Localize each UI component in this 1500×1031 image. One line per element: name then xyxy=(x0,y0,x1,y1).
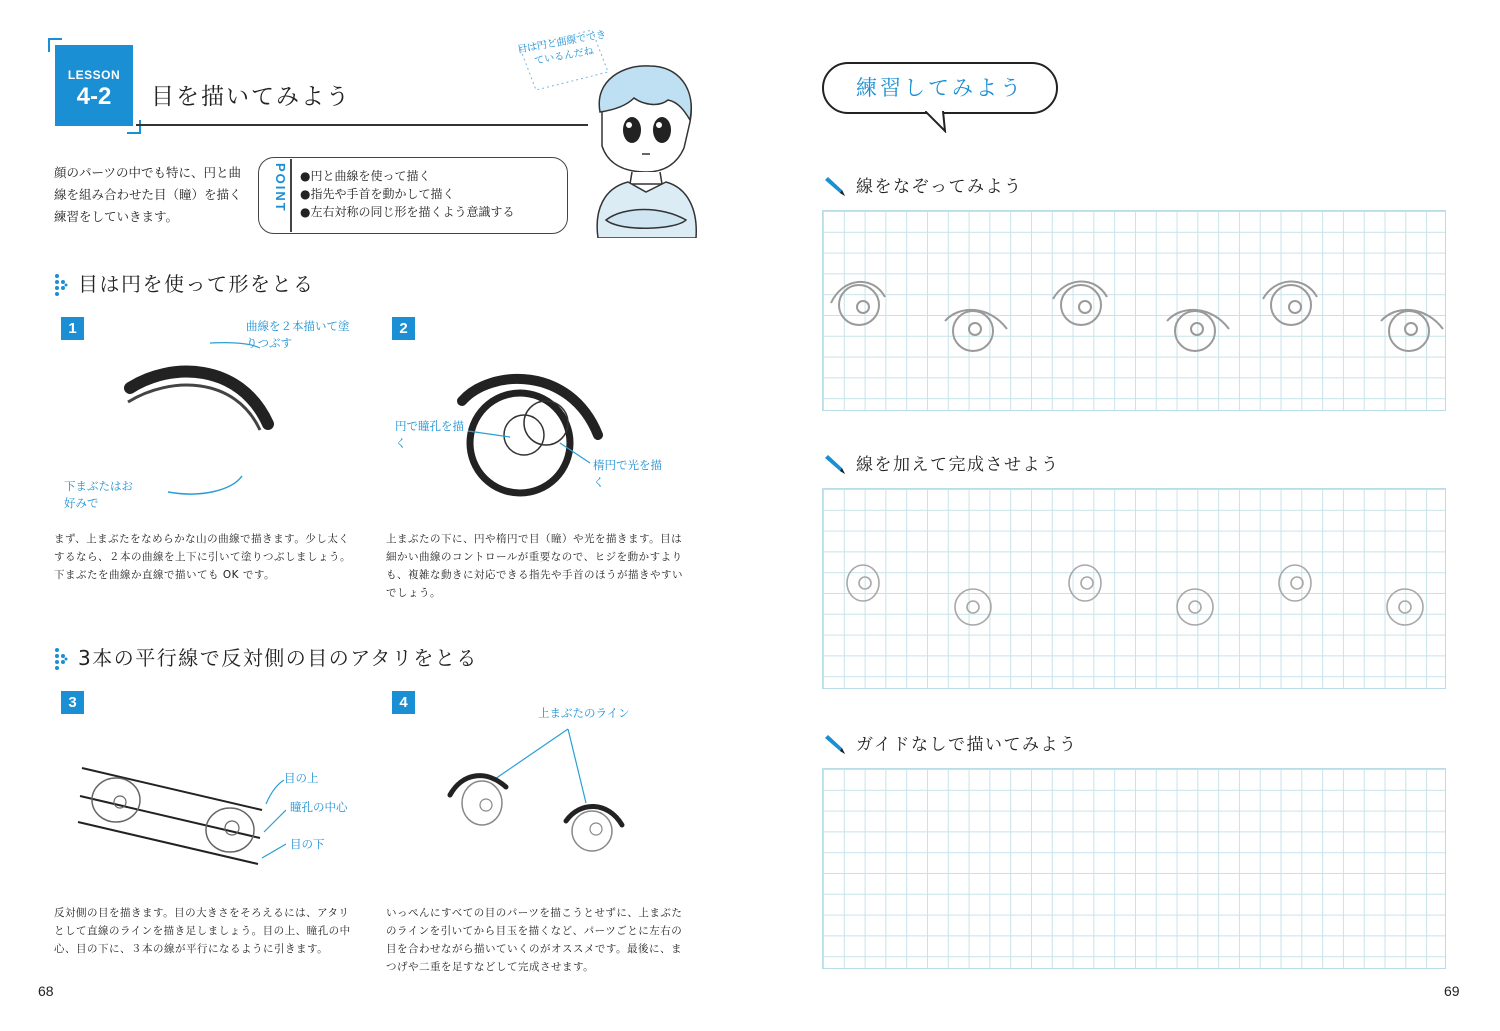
lesson-number: 4-2 xyxy=(76,83,112,110)
exercise-heading xyxy=(822,172,1023,198)
pencil-icon xyxy=(822,734,848,756)
point-item: ●左右対称の同じ形を描くよう意識する xyxy=(300,205,515,219)
section-heading xyxy=(54,642,478,673)
lesson-label: LESSON xyxy=(67,68,121,82)
pencil-icon xyxy=(822,176,848,198)
exercise-heading-text: ガイドなしで描いてみよう xyxy=(856,735,1078,755)
practice-bubble: 練習してみよう xyxy=(822,62,1058,114)
annotation: 目の上 xyxy=(284,771,319,785)
exercise-heading xyxy=(822,450,1060,476)
point-label: POINT xyxy=(273,163,288,213)
dots-icon xyxy=(54,273,68,299)
step-number: 2 xyxy=(392,317,415,340)
step-text: 反対側の目を描きます。目の大きさをそろえるには、アタリとして直線のラインを描き足しましょう。目の上、瞳孔の中心、目の下に、３本の線が平行になるように引きます。 xyxy=(54,907,351,955)
step-text: まず、上まぶたをなめらかな山の曲線で描きます。少し太くするなら、２本の曲線を上下に引いて塗りつぶしましょう。下まぶたを曲線か直線で描いても OK です。 xyxy=(54,533,351,581)
step-number: 4 xyxy=(392,691,415,714)
practice-grid-complete[interactable] xyxy=(822,488,1446,689)
boy-character-illustration xyxy=(580,60,710,238)
page-title: 目を描いてみよう xyxy=(151,84,351,110)
exercise-heading xyxy=(822,730,1078,756)
trace-eyes-guide xyxy=(823,211,1447,412)
practice-grid-trace[interactable] xyxy=(822,210,1446,411)
section-heading-text: 目は円を使って形をとる xyxy=(78,272,315,296)
step-text: いっぺんにすべての目のパーツを描こうとせずに、上まぶたのラインを引いてから目玉を描くなど、パーツごとに左右の目を合わせながら描いていくのがオススメです。最後に、まつげや二重を足すなどして完成させます。 xyxy=(386,907,683,973)
annotation: 瞳孔の中心 xyxy=(290,800,348,814)
badge-corner xyxy=(127,120,141,134)
pencil-icon xyxy=(822,454,848,476)
partial-eyes-guide xyxy=(823,489,1447,690)
annotation: 目の下 xyxy=(290,837,325,851)
intro-text: 顔のパーツの中でも特に、円と曲線を組み合わせた目（瞳）を描く練習をしていきます。 xyxy=(54,165,242,224)
section-heading xyxy=(54,268,315,299)
title-rule xyxy=(136,124,588,126)
step-number: 1 xyxy=(61,317,84,340)
bubble-tail xyxy=(925,111,949,133)
annotation: 円で瞳孔を描く xyxy=(395,419,464,450)
page-number-left: 68 xyxy=(38,983,54,999)
annotation: 下まぶたはお好みで xyxy=(64,479,133,510)
point-list xyxy=(300,167,514,221)
page-number-right: 69 xyxy=(1444,983,1460,999)
lesson-badge xyxy=(55,45,133,126)
step-number: 3 xyxy=(61,691,84,714)
point-divider xyxy=(290,159,292,232)
exercise-heading-text: 線をなぞってみよう xyxy=(856,177,1023,197)
annotation: 楕円で光を描く xyxy=(593,458,662,489)
parallel-lines-illustration xyxy=(76,760,286,870)
point-item: ●円と曲線を使って描く xyxy=(300,169,431,183)
eyes-illustration xyxy=(440,725,640,855)
annotation: 曲線を２本描いて塗りつぶす xyxy=(246,319,350,350)
step-text: 上まぶたの下に、円や楕円で目（瞳）や光を描きます。目は細かい曲線のコントロールが重要なので、ヒジを動かすよりも、複雑な動きに対応できる指先や手首のほうが描きやすいでしょう。 xyxy=(386,533,683,599)
dots-icon xyxy=(54,647,68,673)
practice-grid-free[interactable] xyxy=(822,768,1446,969)
point-item: ●指先や手首を動かして描く xyxy=(300,187,455,201)
speech-text: 目は円と曲線でできているんだね xyxy=(516,29,607,68)
annotation: 上まぶたのライン xyxy=(538,706,630,720)
section-heading-text: 3本の平行線で反対側の目のアタリをとる xyxy=(78,646,478,670)
exercise-heading-text: 線を加えて完成させよう xyxy=(856,455,1060,475)
